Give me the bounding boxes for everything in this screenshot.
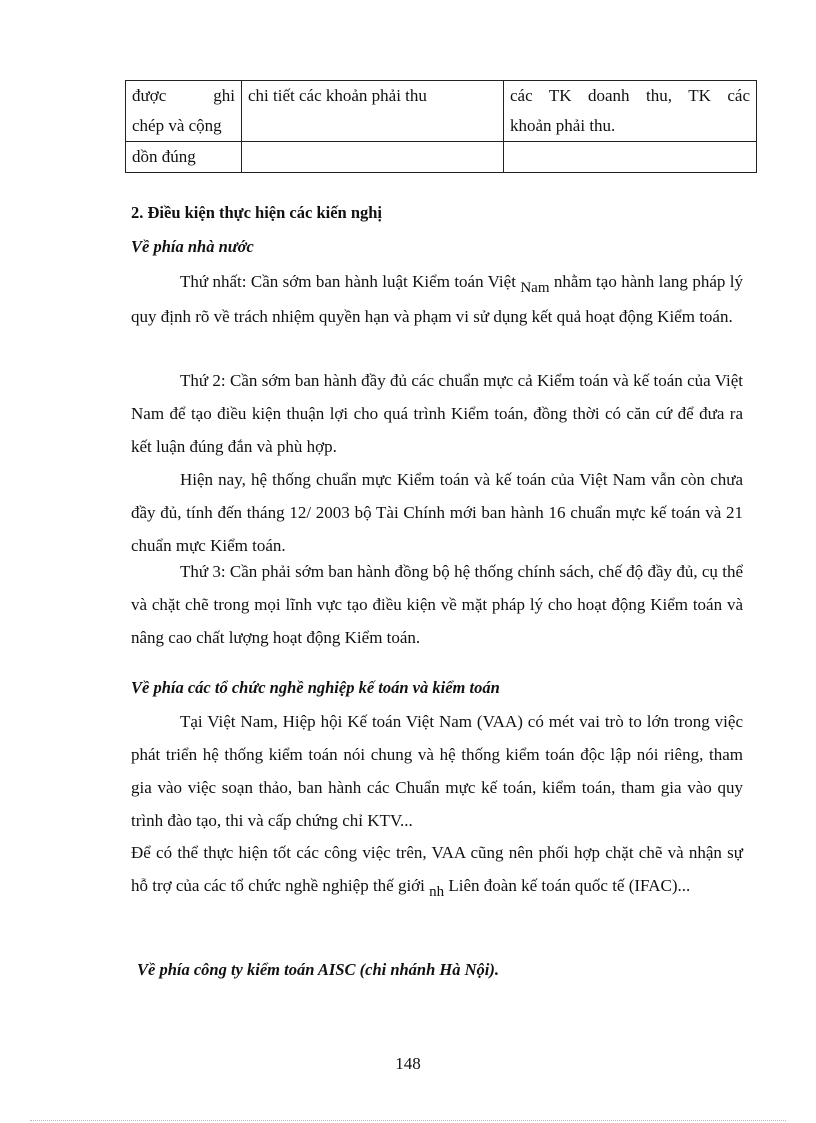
state-heading: Về phía nhà nước xyxy=(131,237,254,256)
p6-text-a: Để có thể thực hiện tốt các công việc trên, VAA cũng nên phối hợp chặt chẽ và nhận sự hỗ trợ của các tổ chức nghề nghiệp thế giới xyxy=(131,843,743,895)
paragraph-6 xyxy=(131,836,743,904)
table-cell: dồn đúng xyxy=(126,142,242,173)
table-cell xyxy=(242,142,504,173)
cell-line: được ghi xyxy=(132,86,235,105)
criteria-table xyxy=(125,80,757,173)
paragraph-1 xyxy=(131,265,743,333)
p1-text-a: Thứ nhất: Cần sớm ban hành luật Kiểm toán Việt xyxy=(180,272,521,291)
table-cell: chi tiết các khoản phải thu xyxy=(242,81,504,142)
p6-text-b: Liên đoàn kế toán quốc tế (IFAC)... xyxy=(444,876,691,895)
page-number: 148 xyxy=(395,1054,421,1073)
company-heading: Về phía công ty kiểm toán AISC (chi nhánh Hà Nội). xyxy=(137,960,499,979)
table-cell xyxy=(126,81,242,142)
p1-text-b: nhằm tạo hành lang pháp lý quy định rõ về trách nhiệm quyền hạn và phạm vi sử dụng kết quả hoạt động Kiểm toán. xyxy=(131,272,743,326)
paragraph-3: Hiện nay, hệ thống chuẩn mực Kiểm toán và kế toán của Việt Nam vẫn còn chưa đầy đủ, tính đến tháng 12/ 2003 bộ Tài Chính mới ban hành 16 chuẩn mực kế toán và 21 chuẩn mực Kiểm toán. xyxy=(131,470,743,555)
cell-line: chép và cộng xyxy=(132,116,222,135)
paragraph-5: Tại Việt Nam, Hiệp hội Kế toán Việt Nam (VAA) có mét vai trò to lớn trong việc phát triển hệ thống kiểm toán nói chung và hệ thống kiểm toán độc lập nói riêng, tham gia vào việc soạn thảo, ban hành các Chuẩn mực kế toán, kiểm toán, tham gia vào quy trình đào tạo, thi và cấp chứng chỉ KTV... xyxy=(131,712,743,830)
paragraph-4: Thứ 3: Cần phải sớm ban hành đồng bộ hệ thống chính sách, chế độ đầy đủ, cụ thể và chặt chẽ trong mọi lĩnh vực tạo điều kiện về mặt pháp lý cho hoạt động Kiểm toán và nâng cao chất lượng hoạt động Kiểm toán. xyxy=(131,562,743,647)
section-title: 2. Điều kiện thực hiện các kiến nghị xyxy=(131,203,383,222)
org-heading: Về phía các tổ chức nghề nghiệp kế toán và kiểm toán xyxy=(131,678,500,697)
table-cell xyxy=(504,81,757,142)
cell-line: các TK doanh thu, TK các xyxy=(510,86,750,105)
p1-subscript: Nam xyxy=(520,280,550,296)
footer-divider xyxy=(30,1120,786,1121)
table-cell xyxy=(504,142,757,173)
p6-subscript: nh xyxy=(429,884,445,900)
table-row xyxy=(126,81,757,142)
table-row xyxy=(126,142,757,173)
paragraph-2: Thứ 2: Cần sớm ban hành đầy đủ các chuẩn mực cả Kiểm toán và kế toán của Việt Nam để tạo điều kiện thuận lợi cho quá trình Kiểm toán, đồng thời có căn cứ để đưa ra kết luận đúng đắn và phù hợp. xyxy=(131,371,743,456)
cell-line: khoản phải thu. xyxy=(510,116,616,135)
